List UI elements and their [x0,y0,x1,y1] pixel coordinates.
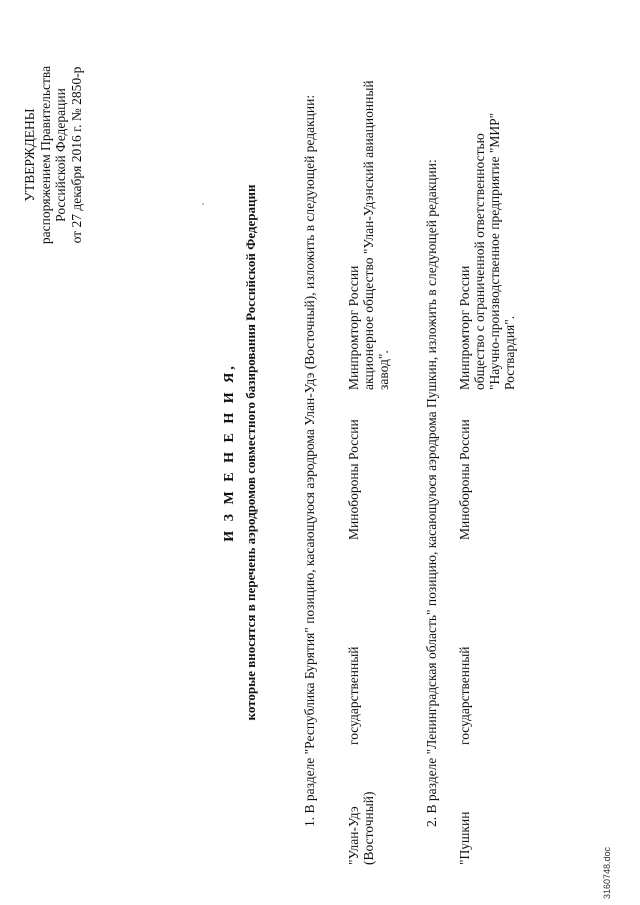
airfield-name: "Улан-Удэ (Восточный) [346,791,376,865]
approval-line: Российской Федерации [53,88,68,222]
airfield-operators: Минпромторг России общество с ограниченной ответственностью "Научно-производственное предприятие "МИР" Роствардия". [457,112,517,390]
airfield-operators: Минпромторг России акционерное общество "Улан-Удэнский авиационный завод". [346,80,391,390]
document-reference: 3160748.doc [602,846,612,899]
approval-date: от 27 декабря 2016 г. № 2850-р [68,66,84,244]
document-title: И З М Е Н Е Н И Я, [222,363,237,542]
airfield-owner: Минобороны России [346,419,361,540]
scan-speck [202,203,204,205]
approval-block [22,25,84,285]
airfield-type: государственный [346,646,361,745]
airfield-type: государственный [457,646,472,745]
approval-heading: УТВЕРЖДЕНЫ [22,108,37,202]
section-1-text: 1. В разделе "Республика Бурятия" позицию, касающуюся аэродрома Улан-Удэ (Восточный), изложить в следующей редакции: [302,94,317,827]
approval-line: распоряжением Правительства [37,65,53,245]
section-2-text: 2. В разделе "Ленинградская область" позицию, касающуюся аэродрома Пушкин, изложить в следующей редакции: [424,159,439,827]
airfield-owner: Минобороны России [457,419,472,540]
document-subtitle: которые вносятся в перечень аэродромов совместного базирования Российской Федерации [243,184,258,721]
airfield-name: "Пушкин [457,811,472,865]
